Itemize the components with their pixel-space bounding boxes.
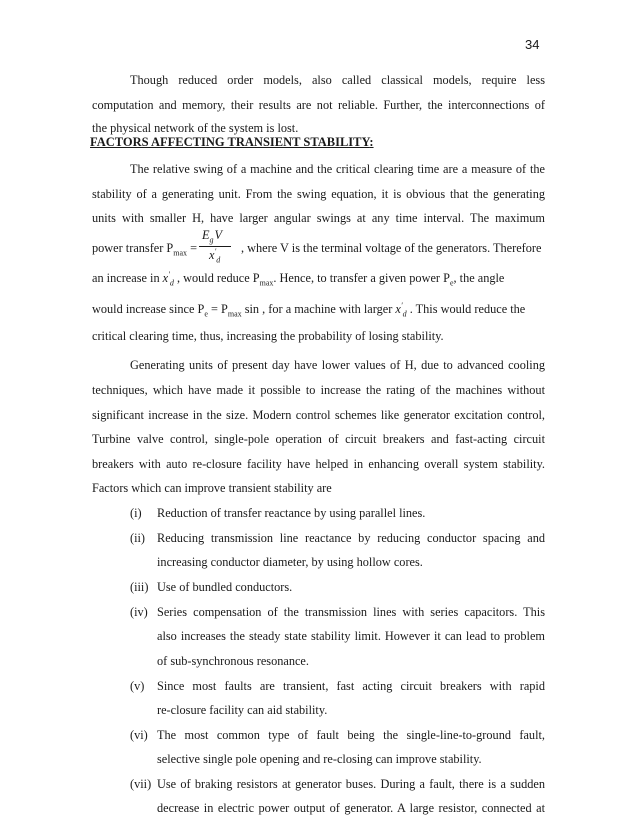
section-heading: [90, 134, 374, 150]
paragraph-1-line-3: the physical network of the system is lost.: [92, 121, 299, 135]
list-item-line: Use of bundled conductors.: [157, 580, 293, 594]
list-item-number: (iii): [130, 580, 149, 594]
prime-mark: ′: [400, 300, 403, 310]
paragraph-2-line-4-start: [92, 240, 197, 256]
paragraph-3-line-3: significant increase in the size. Modern control schemes like generator excitation control,: [92, 408, 545, 422]
list-item-number: (vii): [130, 777, 152, 791]
text-an-increase: an increase in: [92, 271, 163, 285]
prime-mark: ′: [214, 246, 217, 256]
list-item-line: selective single pole opening and re-closing can improve stability.: [157, 752, 482, 766]
fraction-numerator: [202, 228, 222, 243]
symbol-x: x: [162, 271, 169, 285]
list-item-line: of sub-synchronous resonance.: [157, 654, 309, 668]
text-would-increase: would increase since P: [92, 302, 205, 316]
subscript-e: e: [204, 309, 208, 319]
list-item-number: (vi): [130, 728, 148, 742]
section-heading-text: FACTORS AFFECTING TRANSIENT STABILITY: [90, 135, 370, 149]
paragraph-3-line-2: techniques, which have made it possible to increase the rating of the machines without: [92, 383, 545, 397]
subscript-d: d: [402, 309, 407, 319]
list-item-line: Reducing transmission line reactance by reducing conductor spacing and: [157, 531, 545, 545]
equals-sign: =: [187, 241, 198, 255]
text-equals-p: = P: [207, 302, 228, 316]
subscript-max: max: [173, 248, 188, 258]
fraction-denominator: [209, 248, 220, 263]
subscript-d: d: [169, 278, 174, 288]
paragraph-2-line-6: [92, 301, 545, 317]
section-heading-colon: :: [369, 135, 374, 149]
symbol-x: x: [395, 302, 401, 316]
paragraph-2-line-7: critical clearing time, thus, increasing the probability of losing stability.: [92, 329, 444, 343]
list-item-line: re-closure facility can aid stability.: [157, 703, 328, 717]
list-item-line: The most common type of fault being the single-line-to-ground fault,: [157, 728, 545, 742]
subscript-max: max: [259, 278, 274, 288]
pmax-fraction: [199, 228, 237, 264]
symbol-e: E: [202, 228, 210, 242]
subscript-e: e: [449, 278, 454, 288]
paragraph-3-line-6: Factors which can improve transient stability are: [92, 481, 332, 495]
list-item-line: increasing conductor diameter, by using hollow cores.: [157, 555, 423, 569]
subscript-g: g: [209, 235, 214, 245]
prime-mark: ′: [168, 269, 170, 279]
paragraph-2-line-1: The relative swing of a machine and the critical clearing time are a measure of the: [130, 162, 545, 176]
list-item-line: Since most faults are transient, fast acting circuit breakers with rapid: [157, 679, 545, 693]
paragraph-3-line-5: breakers with auto re-closure facility have helped in enhancing overall system stability.: [92, 457, 545, 471]
list-item-number: (ii): [130, 531, 146, 545]
symbol-v: V: [214, 228, 223, 242]
paragraph-3-line-4: Turbine valve control, single-pole operation of circuit breakers and fast-acting circuit: [92, 432, 545, 446]
list-item-number: (iv): [130, 605, 148, 619]
paragraph-2-line-5: [92, 270, 545, 286]
text-sin: sin , for a machine with larger: [241, 302, 396, 316]
list-item-number: (i): [130, 506, 142, 520]
list-item-line: Use of braking resistors at generator buses. During a fault, there is a sudden: [157, 777, 545, 791]
text-would-reduce: , would reduce P: [173, 271, 260, 285]
paragraph-2-line-4-end: , where V is the terminal voltage of the generators. Therefore: [241, 241, 542, 255]
subscript-max: max: [227, 309, 242, 319]
text-the-angle: , the angle: [453, 271, 505, 285]
list-item-number: (v): [130, 679, 145, 693]
list-item-line: decrease in electric power output of generator. A large resistor, connected at: [157, 801, 545, 815]
list-item-line: also increases the steady state stability limit. However it can lead to problem: [157, 629, 545, 643]
symbol-x: x: [209, 248, 215, 262]
paragraph-2-line-3: units with smaller H, have larger angular swings at any time interval. The maximum: [92, 211, 545, 225]
paragraph-1-line-2: computation and memory, their results are not reliable. Further, the interconnections of: [92, 98, 545, 112]
page-number: 34: [525, 37, 540, 52]
text-power-transfer: power transfer P: [92, 241, 174, 255]
paragraph-1-line-1: Though reduced order models, also called classical models, require less: [130, 73, 545, 87]
paragraph-3-line-1: Generating units of present day have lower values of H, due to advanced cooling: [130, 358, 545, 372]
text-reduce: . This would reduce the: [406, 302, 526, 316]
list-item-line: Series compensation of the transmission lines with series capacitors. This: [157, 605, 545, 619]
paragraph-2-line-2: stability of a generating unit. From the swing equation, it is obvious that the generating: [92, 187, 545, 201]
subscript-d: d: [216, 255, 221, 265]
list-item-line: Reduction of transfer reactance by using parallel lines.: [157, 506, 426, 520]
text-hence: . Hence, to transfer a given power P: [273, 271, 450, 285]
